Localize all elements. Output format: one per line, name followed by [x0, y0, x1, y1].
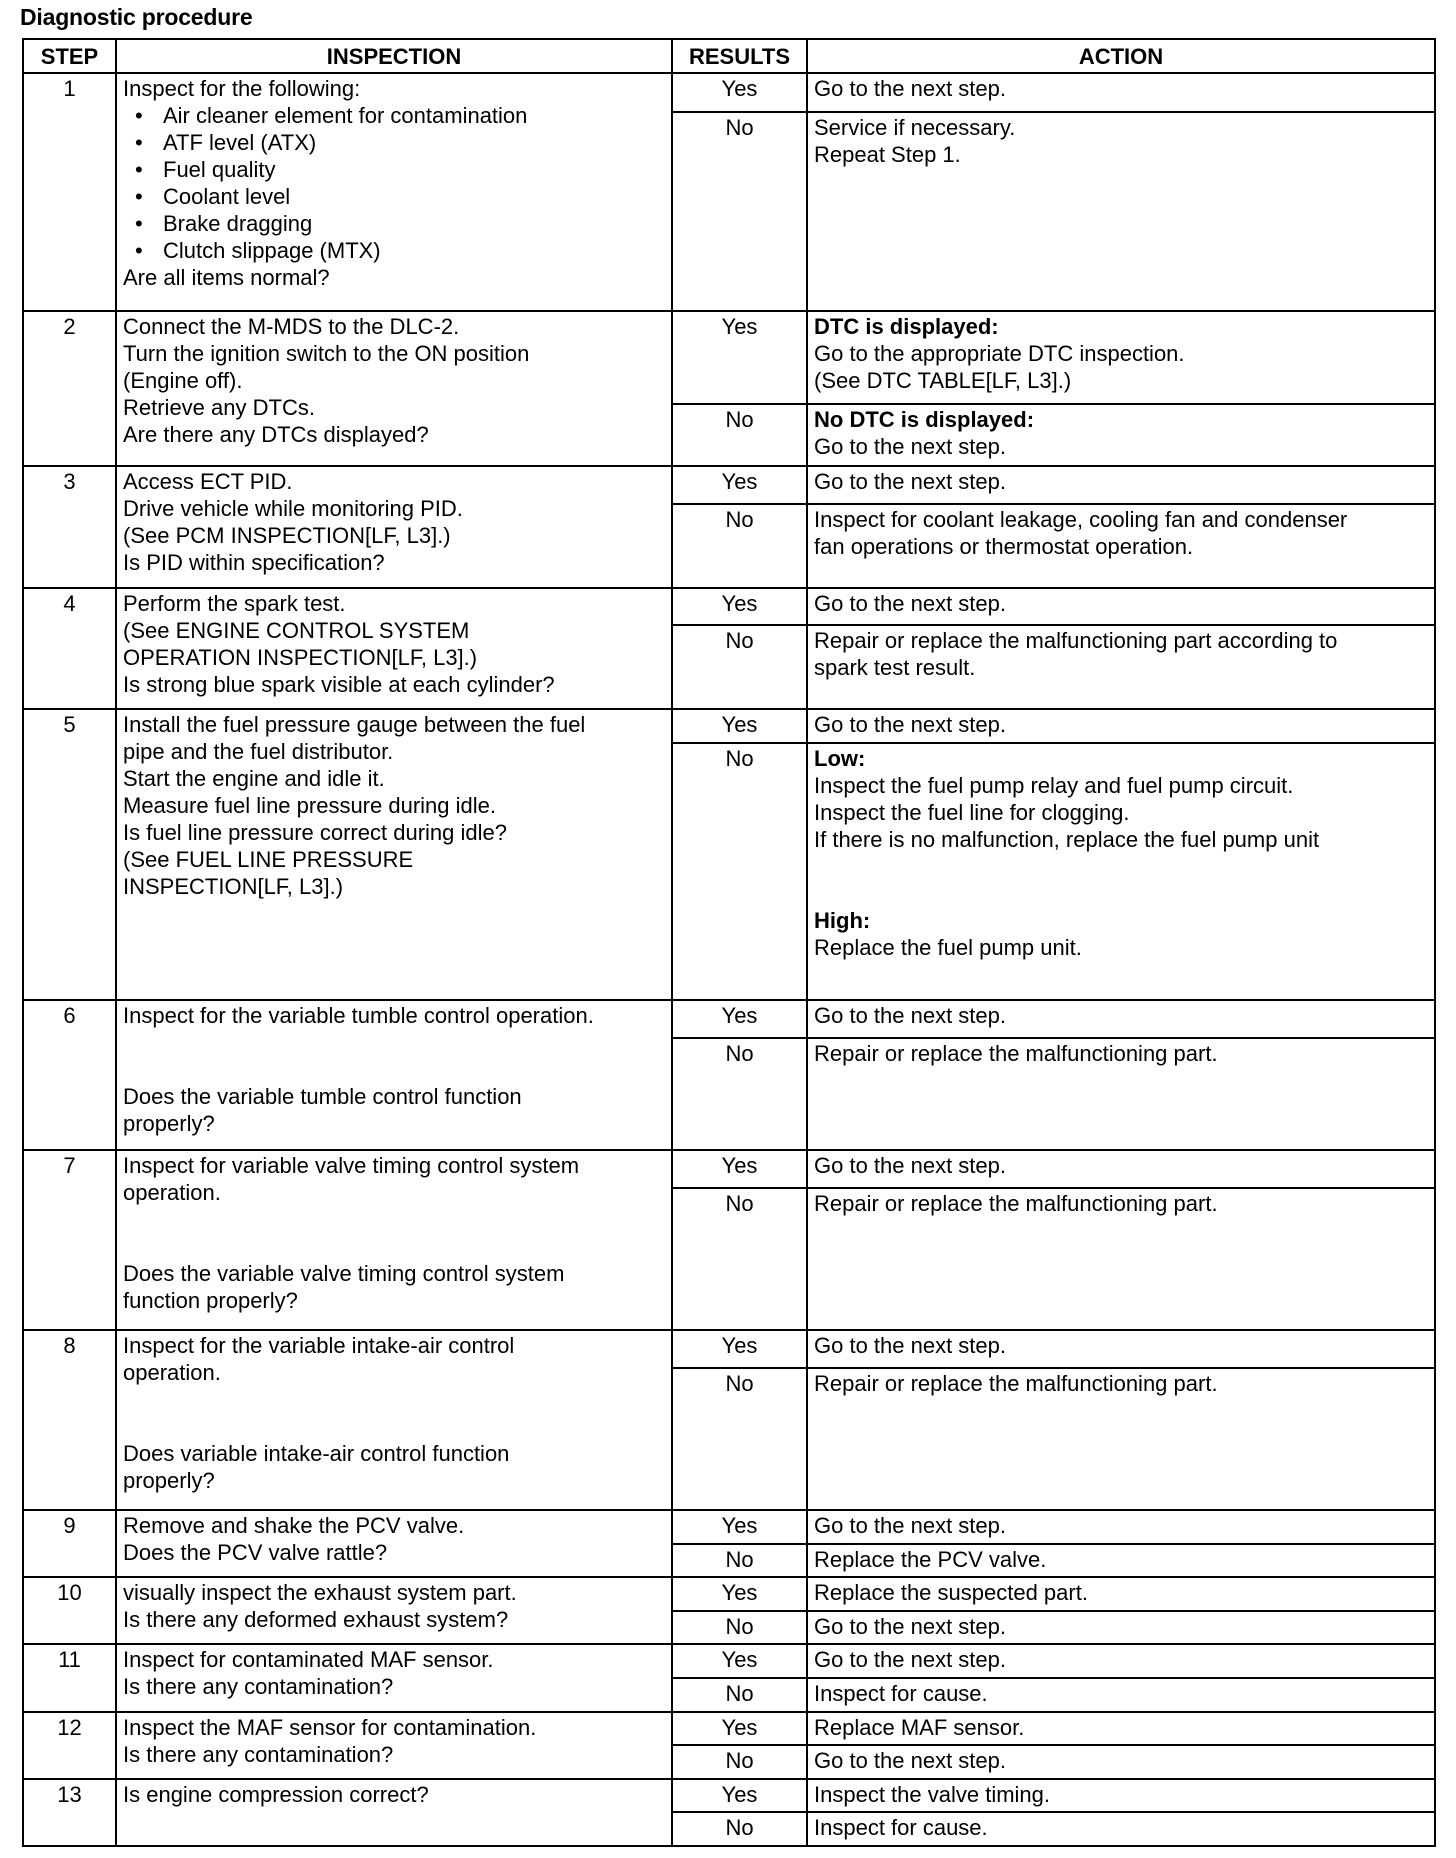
- action-line: Inspect the valve timing.: [814, 1781, 1051, 1807]
- inspection-question: properly?: [123, 1468, 215, 1494]
- result-yes: Yes: [672, 1644, 807, 1678]
- table-row: [23, 1000, 1435, 1038]
- step-number: 9: [23, 1510, 116, 1577]
- inspection-line: Does the PCV valve rattle?: [123, 1539, 388, 1565]
- action-line: Go to the next step.: [814, 1153, 1007, 1179]
- bullet-item: • Coolant level: [163, 183, 665, 210]
- result-yes: Yes: [672, 1779, 807, 1813]
- table-row: [23, 588, 1435, 626]
- inspection-cell: [116, 1330, 672, 1510]
- result-yes: Yes: [672, 1712, 807, 1746]
- action-heading: No DTC is displayed:: [814, 406, 1035, 432]
- action-line: Go to the next step.: [814, 76, 1007, 101]
- action-line: Go to the next step.: [814, 1613, 1007, 1639]
- result-no: No: [672, 625, 807, 709]
- table-row: [23, 1150, 1435, 1188]
- action-line: Go to the next step.: [814, 712, 1007, 738]
- action-heading: DTC is displayed:: [814, 314, 999, 340]
- header-action: ACTION: [807, 39, 1435, 73]
- action-line: Go to the next step.: [814, 1748, 1007, 1774]
- action-line: (See DTC TABLE[LF, L3].): [814, 368, 1072, 394]
- bullet-item: • Brake dragging: [163, 210, 665, 237]
- result-no: No: [672, 504, 807, 588]
- page-title: Diagnostic procedure: [20, 4, 253, 30]
- inspection-cell: [116, 466, 672, 587]
- action-line: Replace the PCV valve.: [814, 1546, 1047, 1572]
- inspection-line: Start the engine and idle it.: [123, 766, 385, 792]
- inspection-question: Does variable intake-air control function: [123, 1441, 510, 1467]
- inspection-cell: [116, 1577, 672, 1644]
- table-row: [23, 466, 1435, 503]
- result-yes: Yes: [672, 1150, 807, 1188]
- inspection-line: Inspect for contaminated MAF sensor.: [123, 1647, 494, 1673]
- action-line: Replace the suspected part.: [814, 1580, 1088, 1606]
- action-line: Service if necessary.: [814, 114, 1016, 140]
- result-yes: Yes: [672, 1330, 807, 1368]
- inspection-line: Inspect for the variable tumble control operation.: [123, 1002, 594, 1028]
- action-line: Go to the appropriate DTC inspection.: [814, 341, 1185, 367]
- step-number: 3: [23, 466, 116, 587]
- step-number: 6: [23, 1000, 116, 1151]
- action-line: Repair or replace the malfunctioning part.: [814, 1370, 1218, 1396]
- action-line: Go to the next step.: [814, 469, 1007, 495]
- action-yes: [807, 1644, 1435, 1678]
- result-no: No: [672, 1745, 807, 1779]
- result-yes: Yes: [672, 311, 807, 403]
- result-no: No: [672, 1812, 807, 1846]
- inspection-line: Connect the M-MDS to the DLC-2.: [123, 314, 460, 340]
- inspection-cell: [116, 1779, 672, 1846]
- result-no: No: [672, 743, 807, 1000]
- action-line: Repair or replace the malfunctioning part.: [814, 1191, 1218, 1217]
- action-line: Go to the next step.: [814, 433, 1007, 459]
- inspection-line: Inspect the MAF sensor for contamination.: [123, 1714, 537, 1740]
- inspection-cell: [116, 1712, 672, 1779]
- action-yes: [807, 1000, 1435, 1038]
- table-body: [23, 73, 1435, 1846]
- inspection-line: operation.: [123, 1360, 221, 1386]
- bullet-item: • Air cleaner element for contamination: [163, 102, 665, 129]
- inspection-line: pipe and the fuel distributor.: [123, 739, 394, 765]
- result-no: No: [672, 112, 807, 312]
- action-no: [807, 1812, 1435, 1846]
- action-yes: [807, 311, 1435, 403]
- table-row: [23, 1510, 1435, 1544]
- spacer: [123, 1413, 665, 1440]
- action-line: Go to the next step.: [814, 1333, 1007, 1359]
- table-row: [23, 1330, 1435, 1368]
- inspection-line: (See ENGINE CONTROL SYSTEM: [123, 617, 470, 643]
- action-yes: [807, 709, 1435, 743]
- result-no: No: [672, 1368, 807, 1510]
- action-no: [807, 1745, 1435, 1779]
- action-no: [807, 1678, 1435, 1712]
- step-number: 1: [23, 73, 116, 311]
- result-no: No: [672, 1611, 807, 1645]
- inspection-line: INSPECTION[LF, L3].): [123, 874, 344, 900]
- action-no: [807, 1368, 1435, 1510]
- inspection-cell: [116, 1644, 672, 1711]
- header-results: RESULTS: [672, 39, 807, 73]
- inspection-line: Inspect for the following:: [123, 76, 361, 101]
- result-no: No: [672, 1678, 807, 1712]
- action-line: Inspect the fuel line for clogging.: [814, 799, 1130, 825]
- inspection-question: Are all items normal?: [123, 265, 330, 290]
- step-number: 5: [23, 709, 116, 999]
- inspection-cell: [116, 709, 672, 999]
- step-number: 8: [23, 1330, 116, 1510]
- action-no: [807, 1188, 1435, 1330]
- inspection-question: Does the variable valve timing control system: [123, 1261, 565, 1287]
- action-line: Inspect for cause.: [814, 1815, 988, 1841]
- action-yes: [807, 1330, 1435, 1368]
- step-number: 7: [23, 1150, 116, 1330]
- table-row: [23, 709, 1435, 743]
- inspection-line: Perform the spark test.: [123, 590, 346, 616]
- step-number: 2: [23, 311, 116, 466]
- result-yes: Yes: [672, 709, 807, 743]
- inspection-cell: [116, 1510, 672, 1577]
- table-row: [23, 1644, 1435, 1678]
- action-no: [807, 404, 1435, 467]
- action-no: [807, 112, 1435, 312]
- inspection-question: Does the variable tumble control function: [123, 1083, 522, 1109]
- action-no: [807, 625, 1435, 709]
- action-line: Repair or replace the malfunctioning part according to: [814, 628, 1338, 654]
- step-number: 10: [23, 1577, 116, 1644]
- bullet-item: • Clutch slippage (MTX): [163, 237, 665, 264]
- inspection-question: properly?: [123, 1110, 215, 1136]
- table-row: [23, 1577, 1435, 1611]
- spacer: [123, 1056, 665, 1083]
- action-line: If there is no malfunction, replace the fuel pump unit: [814, 826, 1320, 852]
- step-number: 12: [23, 1712, 116, 1779]
- action-yes: [807, 1510, 1435, 1544]
- action-yes: [807, 1150, 1435, 1188]
- inspection-line: (See FUEL LINE PRESSURE: [123, 847, 414, 873]
- diagnostic-table: [22, 38, 1436, 1847]
- spacer: [123, 1029, 665, 1056]
- result-no: No: [672, 404, 807, 467]
- inspection-cell: [116, 311, 672, 466]
- action-line: Go to the next step.: [814, 590, 1007, 616]
- action-line: Go to the next step.: [814, 1647, 1007, 1673]
- inspection-line: Is there any contamination?: [123, 1674, 394, 1700]
- inspection-line: (See PCM INSPECTION[LF, L3].): [123, 523, 451, 549]
- bullet-item: • ATF level (ATX): [163, 129, 665, 156]
- action-line: Inspect the fuel pump relay and fuel pump circuit.: [814, 772, 1294, 798]
- table-row: [23, 311, 1435, 403]
- header-step: STEP: [23, 39, 116, 73]
- action-yes: [807, 1779, 1435, 1813]
- action-no: [807, 1611, 1435, 1645]
- spacer: [814, 853, 1428, 880]
- action-heading: Low:: [814, 745, 866, 771]
- result-yes: Yes: [672, 466, 807, 503]
- bullet-item: • Fuel quality: [163, 156, 665, 183]
- result-yes: Yes: [672, 1510, 807, 1544]
- action-yes: [807, 466, 1435, 503]
- result-no: No: [672, 1188, 807, 1330]
- inspection-cell: [116, 1150, 672, 1330]
- action-no: [807, 1038, 1435, 1151]
- result-no: No: [672, 1038, 807, 1151]
- action-line: fan operations or thermostat operation.: [814, 533, 1194, 559]
- action-line: Inspect for coolant leakage, cooling fan and condenser: [814, 506, 1348, 532]
- action-line: Go to the next step.: [814, 1002, 1007, 1028]
- inspection-line: Is there any contamination?: [123, 1741, 394, 1767]
- action-line: spark test result.: [814, 655, 976, 681]
- inspection-line: Is PID within specification?: [123, 550, 385, 576]
- action-yes: [807, 1577, 1435, 1611]
- action-yes: [807, 588, 1435, 626]
- action-line: Inspect for cause.: [814, 1680, 988, 1706]
- action-no: [807, 743, 1435, 1000]
- action-yes: [807, 73, 1435, 112]
- step-number: 4: [23, 588, 116, 709]
- inspection-line: Is strong blue spark visible at each cylinder?: [123, 671, 555, 697]
- inspection-line: (Engine off).: [123, 368, 243, 394]
- header-row: [23, 39, 1435, 73]
- action-line: Replace MAF sensor.: [814, 1714, 1025, 1740]
- inspection-line: Is there any deformed exhaust system?: [123, 1607, 509, 1633]
- inspection-question: function properly?: [123, 1288, 298, 1314]
- inspection-line: Is engine compression correct?: [123, 1781, 429, 1807]
- inspection-line: Is fuel line pressure correct during idle?: [123, 820, 507, 846]
- inspection-line: Remove and shake the PCV valve.: [123, 1512, 465, 1538]
- result-yes: Yes: [672, 1000, 807, 1038]
- header-inspection: INSPECTION: [116, 39, 672, 73]
- inspection-line: visually inspect the exhaust system part.: [123, 1580, 517, 1606]
- action-no: [807, 504, 1435, 588]
- inspection-line: Install the fuel pressure gauge between the fuel: [123, 712, 586, 738]
- spacer: [123, 1386, 665, 1413]
- inspection-line: Inspect for variable valve timing control system: [123, 1153, 580, 1179]
- result-yes: Yes: [672, 588, 807, 626]
- inspection-cell: [116, 73, 672, 311]
- result-yes: Yes: [672, 1577, 807, 1611]
- action-yes: [807, 1712, 1435, 1746]
- inspection-cell: [116, 1000, 672, 1151]
- inspection-line: Inspect for the variable intake-air control: [123, 1333, 515, 1359]
- step-number: 11: [23, 1644, 116, 1711]
- result-no: No: [672, 1544, 807, 1578]
- step-number: 13: [23, 1779, 116, 1846]
- inspection-bullets: [123, 102, 665, 264]
- action-line: Replace the fuel pump unit.: [814, 934, 1082, 960]
- inspection-line: Retrieve any DTCs.: [123, 395, 315, 421]
- table-row: [23, 1779, 1435, 1813]
- action-line: Go to the next step.: [814, 1512, 1007, 1538]
- table-row: [23, 1712, 1435, 1746]
- inspection-line: Drive vehicle while monitoring PID.: [123, 496, 463, 522]
- action-no: [807, 1544, 1435, 1578]
- spacer: [123, 1233, 665, 1260]
- table-row: [23, 73, 1435, 112]
- inspection-line: OPERATION INSPECTION[LF, L3].): [123, 644, 478, 670]
- inspection-line: Access ECT PID.: [123, 469, 293, 495]
- result-yes: Yes: [672, 73, 807, 112]
- spacer: [814, 880, 1428, 907]
- action-heading: High:: [814, 907, 871, 933]
- inspection-line: Turn the ignition switch to the ON position: [123, 341, 530, 367]
- action-line: Repeat Step 1.: [814, 141, 961, 167]
- inspection-line: Measure fuel line pressure during idle.: [123, 793, 496, 819]
- inspection-line: Are there any DTCs displayed?: [123, 422, 429, 448]
- spacer: [123, 1206, 665, 1233]
- inspection-cell: [116, 588, 672, 709]
- action-line: Repair or replace the malfunctioning part.: [814, 1040, 1218, 1066]
- inspection-line: operation.: [123, 1180, 221, 1206]
